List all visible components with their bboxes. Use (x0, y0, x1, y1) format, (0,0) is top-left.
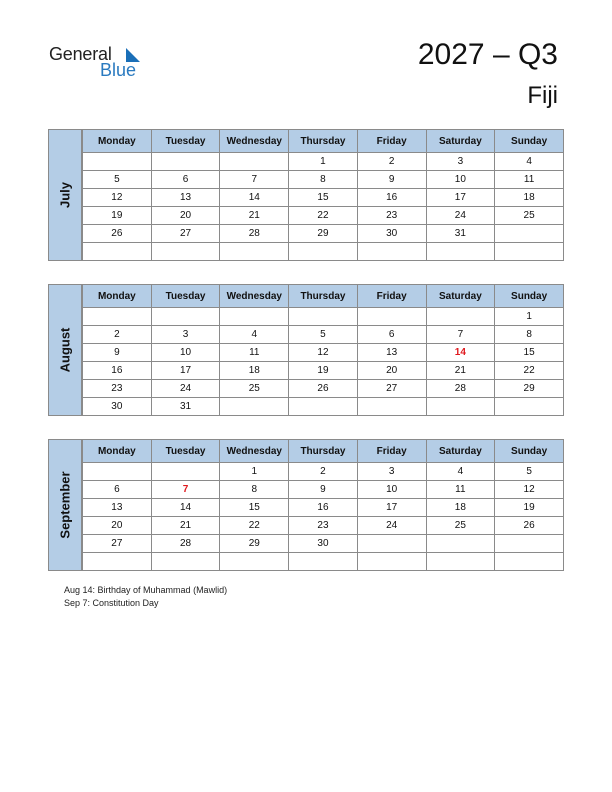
week-row (83, 207, 564, 225)
day-cell: 4 (426, 463, 495, 481)
day-cell (83, 463, 152, 481)
day-cell: 17 (426, 189, 495, 207)
day-cell: 15 (495, 344, 564, 362)
week-row (83, 481, 564, 499)
day-cell (426, 308, 495, 326)
week-row (83, 517, 564, 535)
day-cell: 9 (289, 481, 358, 499)
logo-general-text: General (49, 44, 112, 64)
day-cell (495, 553, 564, 571)
day-cell: 25 (426, 517, 495, 535)
weekday-header: Friday (357, 130, 426, 153)
day-cell: 30 (357, 225, 426, 243)
weekday-header: Wednesday (220, 285, 289, 308)
day-cell: 8 (289, 171, 358, 189)
day-cell: 21 (220, 207, 289, 225)
day-cell: 12 (495, 481, 564, 499)
logo-blue-text: Blue (100, 60, 137, 80)
day-cell: 8 (220, 481, 289, 499)
day-cell (495, 225, 564, 243)
week-row (83, 171, 564, 189)
weekday-header: Sunday (495, 285, 564, 308)
day-cell: 6 (83, 481, 152, 499)
day-cell: 19 (289, 362, 358, 380)
day-cell: 27 (357, 380, 426, 398)
day-cell: 28 (220, 225, 289, 243)
day-cell (495, 535, 564, 553)
day-cell: 16 (357, 189, 426, 207)
day-cell (289, 243, 358, 261)
week-row (83, 553, 564, 571)
day-cell (220, 398, 289, 416)
holiday-notes (64, 584, 227, 610)
day-cell (151, 553, 220, 571)
week-row (83, 344, 564, 362)
day-cell: 3 (357, 463, 426, 481)
page-title: 2027 – Q3 (417, 38, 558, 71)
day-cell: 3 (151, 326, 220, 344)
day-cell: 3 (426, 153, 495, 171)
day-cell (220, 553, 289, 571)
day-cell: 1 (289, 153, 358, 171)
week-row (83, 153, 564, 171)
day-cell: 14 (426, 344, 495, 362)
day-cell (220, 153, 289, 171)
day-cell: 24 (151, 380, 220, 398)
day-cell: 7 (220, 171, 289, 189)
day-cell (289, 308, 358, 326)
weekday-header: Tuesday (151, 440, 220, 463)
day-cell: 13 (357, 344, 426, 362)
holiday-note: Aug 14: Birthday of Muhammad (Mawlid) (64, 585, 228, 595)
day-cell: 14 (151, 499, 220, 517)
day-cell: 29 (495, 380, 564, 398)
weekday-header: Saturday (426, 130, 495, 153)
day-cell: 8 (495, 326, 564, 344)
day-cell (426, 243, 495, 261)
day-cell: 30 (289, 535, 358, 553)
day-cell (357, 243, 426, 261)
day-cell (357, 398, 426, 416)
day-cell (357, 308, 426, 326)
day-cell: 7 (426, 326, 495, 344)
month-label (48, 439, 82, 571)
day-cell (357, 553, 426, 571)
day-cell: 22 (495, 362, 564, 380)
day-cell: 23 (289, 517, 358, 535)
weekday-header: Sunday (495, 440, 564, 463)
day-cell (426, 535, 495, 553)
day-cell (83, 308, 152, 326)
day-cell: 28 (426, 380, 495, 398)
day-cell: 18 (426, 499, 495, 517)
day-cell: 4 (220, 326, 289, 344)
week-row (83, 463, 564, 481)
day-cell: 5 (289, 326, 358, 344)
day-cell: 18 (220, 362, 289, 380)
generalblue-logo (49, 44, 149, 80)
week-row (83, 499, 564, 517)
weekday-header: Tuesday (151, 285, 220, 308)
month-table (82, 129, 564, 261)
day-cell: 13 (83, 499, 152, 517)
month-table (82, 439, 564, 571)
day-cell: 11 (220, 344, 289, 362)
day-cell: 2 (83, 326, 152, 344)
day-cell: 27 (151, 225, 220, 243)
day-cell: 5 (495, 463, 564, 481)
weekday-header: Thursday (289, 285, 358, 308)
day-cell: 24 (426, 207, 495, 225)
month-table (82, 284, 564, 416)
weekday-header: Wednesday (220, 440, 289, 463)
day-cell: 16 (289, 499, 358, 517)
day-cell: 9 (357, 171, 426, 189)
day-cell: 31 (151, 398, 220, 416)
day-cell: 22 (289, 207, 358, 225)
week-row (83, 308, 564, 326)
day-cell: 31 (426, 225, 495, 243)
weekday-header: Sunday (495, 130, 564, 153)
day-cell: 16 (83, 362, 152, 380)
week-row (83, 225, 564, 243)
day-cell: 21 (151, 517, 220, 535)
day-cell: 20 (357, 362, 426, 380)
weekday-header: Thursday (289, 440, 358, 463)
day-cell (357, 535, 426, 553)
day-cell: 20 (151, 207, 220, 225)
month-name: July (57, 181, 73, 209)
day-cell: 11 (426, 481, 495, 499)
day-cell (289, 398, 358, 416)
day-cell: 11 (495, 171, 564, 189)
week-row (83, 326, 564, 344)
day-cell: 27 (83, 535, 152, 553)
day-cell: 17 (151, 362, 220, 380)
day-cell: 5 (83, 171, 152, 189)
day-cell (83, 243, 152, 261)
day-cell (495, 398, 564, 416)
day-cell: 13 (151, 189, 220, 207)
day-cell: 25 (495, 207, 564, 225)
weekday-header: Monday (83, 440, 152, 463)
country-name: Fiji (527, 82, 558, 109)
day-cell: 24 (357, 517, 426, 535)
day-cell: 25 (220, 380, 289, 398)
day-cell (426, 553, 495, 571)
week-row (83, 380, 564, 398)
day-cell: 21 (426, 362, 495, 380)
holiday-note: Sep 7: Constitution Day (64, 598, 159, 608)
day-cell: 15 (289, 189, 358, 207)
day-cell: 2 (289, 463, 358, 481)
weekday-header: Wednesday (220, 130, 289, 153)
day-cell: 19 (495, 499, 564, 517)
day-cell: 1 (220, 463, 289, 481)
weekday-header: Friday (357, 440, 426, 463)
day-cell (220, 308, 289, 326)
weekday-header: Thursday (289, 130, 358, 153)
day-cell (151, 243, 220, 261)
week-row (83, 535, 564, 553)
day-cell (220, 243, 289, 261)
day-cell (151, 308, 220, 326)
day-cell: 15 (220, 499, 289, 517)
day-cell: 19 (83, 207, 152, 225)
weekday-header: Friday (357, 285, 426, 308)
day-cell: 7 (151, 481, 220, 499)
day-cell: 10 (426, 171, 495, 189)
day-cell (83, 553, 152, 571)
day-cell: 4 (495, 153, 564, 171)
day-cell (151, 463, 220, 481)
day-cell: 26 (83, 225, 152, 243)
day-cell: 23 (357, 207, 426, 225)
day-cell: 9 (83, 344, 152, 362)
day-cell: 29 (220, 535, 289, 553)
day-cell: 26 (495, 517, 564, 535)
week-row (83, 243, 564, 261)
day-cell: 23 (83, 380, 152, 398)
day-cell: 22 (220, 517, 289, 535)
day-cell: 6 (357, 326, 426, 344)
day-cell: 14 (220, 189, 289, 207)
month-label (48, 284, 82, 416)
week-row (83, 398, 564, 416)
weekday-header: Monday (83, 285, 152, 308)
weekday-header: Saturday (426, 285, 495, 308)
weekday-header: Tuesday (151, 130, 220, 153)
day-cell (426, 398, 495, 416)
day-cell (495, 243, 564, 261)
day-cell: 29 (289, 225, 358, 243)
day-cell: 2 (357, 153, 426, 171)
weekday-header: Saturday (426, 440, 495, 463)
day-cell: 20 (83, 517, 152, 535)
day-cell: 6 (151, 171, 220, 189)
day-cell: 26 (289, 380, 358, 398)
day-cell (289, 553, 358, 571)
day-cell: 12 (289, 344, 358, 362)
weekday-header: Monday (83, 130, 152, 153)
day-cell (151, 153, 220, 171)
month-name: August (57, 327, 73, 373)
day-cell: 12 (83, 189, 152, 207)
month-name: September (57, 471, 73, 539)
day-cell: 17 (357, 499, 426, 517)
month-label (48, 129, 82, 261)
day-cell (83, 153, 152, 171)
week-row (83, 362, 564, 380)
day-cell: 10 (357, 481, 426, 499)
day-cell: 1 (495, 308, 564, 326)
day-cell: 10 (151, 344, 220, 362)
day-cell: 30 (83, 398, 152, 416)
day-cell: 18 (495, 189, 564, 207)
week-row (83, 189, 564, 207)
day-cell: 28 (151, 535, 220, 553)
